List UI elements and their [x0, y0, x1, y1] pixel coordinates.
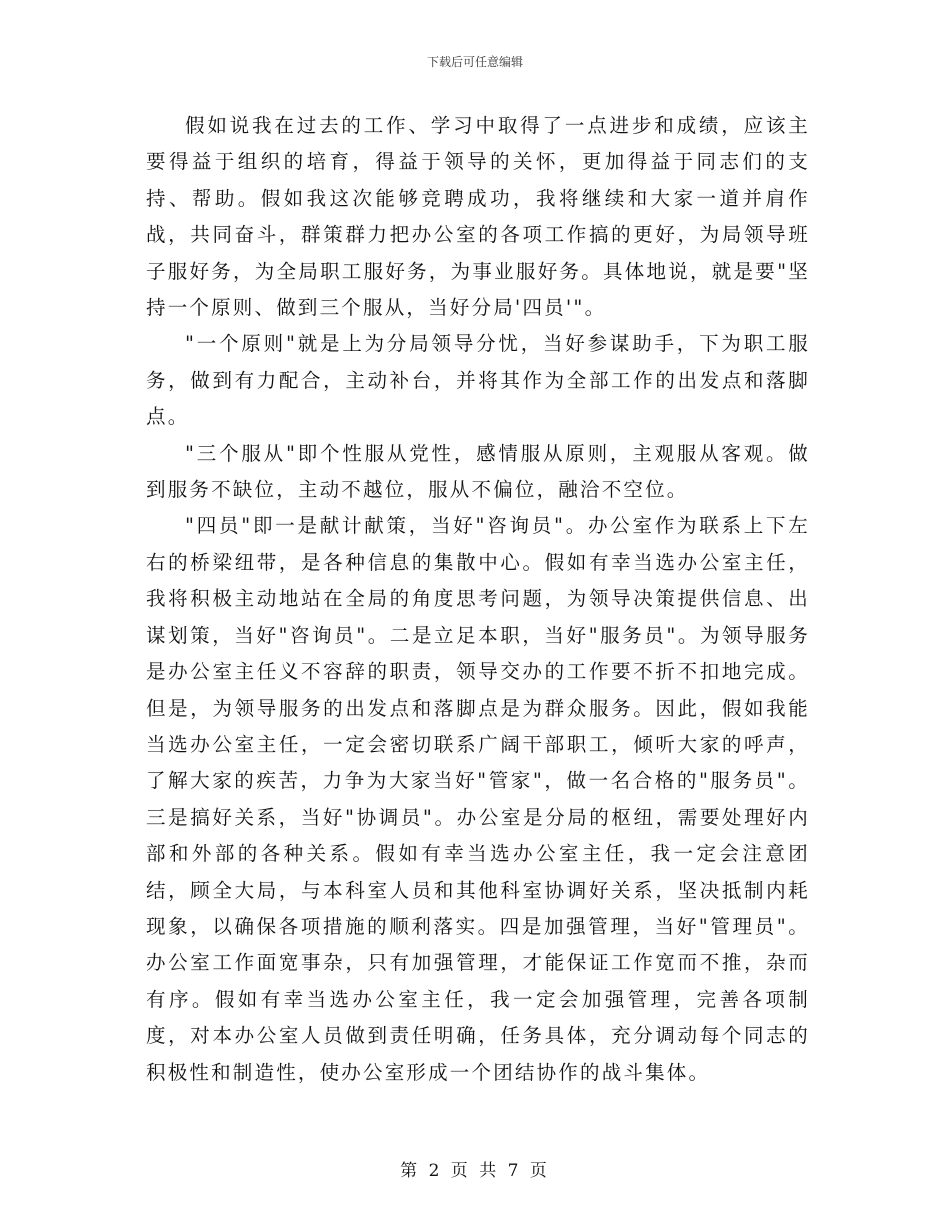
paragraph-four-roles: "四员"即一是献计献策，当好"咨询员"。办公室作为联系上下左右的桥梁纽带，是各种信息的集散中心。假如有幸当选办公室主任，我将积极主动地站在全局的角度思考问题，为领导决策提供信息、出谋划策，当好"咨询员"。二是立足本职，当好"服务员"。为领导服务是办公室主任义不容辞的职责，领导交办的工作要不折不扣地完成。但是，为领导服务的出发点和落脚点是为群众服务。因此，假如我能当选办公室主任，一定会密切联系广阔干部职工，倾听大家的呼声，了解大家的疾苦，力争为大家当好"管家"，做一名合格的"服务员"。三是搞好关系，当好"协调员"。办公室是分局的枢纽，需要处理好内部和外部的各种关系。假如有幸当选办公室主任，我一定会注意团结，顾全大局，与本科室人员和其他科室协调好关系，坚决抵制内耗现象，以确保各项措施的顺利落实。四是加强管理，当好"管理员"。办公室工作面宽事杂，只有加强管理，才能保证工作宽而不推，杂而有序。假如有幸当选办公室主任，我一定会加强管理，完善各项制度，对本办公室人员做到责任明确，任务具体，充分调动每个同志的积极性和制造性，使办公室形成一个团结协作的战斗集体。	[146, 514, 810, 1084]
document-body	[146, 108, 810, 1091]
paragraph-intro: 假如说我在过去的工作、学习中取得了一点进步和成绩，应该主要得益于组织的培育，得益于领导的关怀，更加得益于同志们的支持、帮助。假如我这次能够竞聘成功，我将继续和大家一道并肩作战，共同奋斗，群策群力把办公室的各项工作搞的更好，为局领导班子服好务，为全局职工服好务，为事业服好务。具体地说，就是要"坚持一个原则、做到三个服从，当好分局'四员'"。	[146, 114, 810, 320]
paragraph-three-obedience: "三个服从"即个性服从党性，感情服从原则，主观服从客观。做到服务不缺位，主动不越位，服从不偏位，融洽不空位。	[146, 441, 810, 502]
paragraph-one-principle: "一个原则"就是上为分局领导分忧，当好参谋助手，下为职工服务，做到有力配合，主动补台，并将其作为全部工作的出发点和落脚点。	[146, 332, 810, 429]
page-number-footer: 第 2 页 共 7 页	[400, 1161, 550, 1181]
page-header-note: 下载后可任意编辑	[426, 55, 523, 69]
